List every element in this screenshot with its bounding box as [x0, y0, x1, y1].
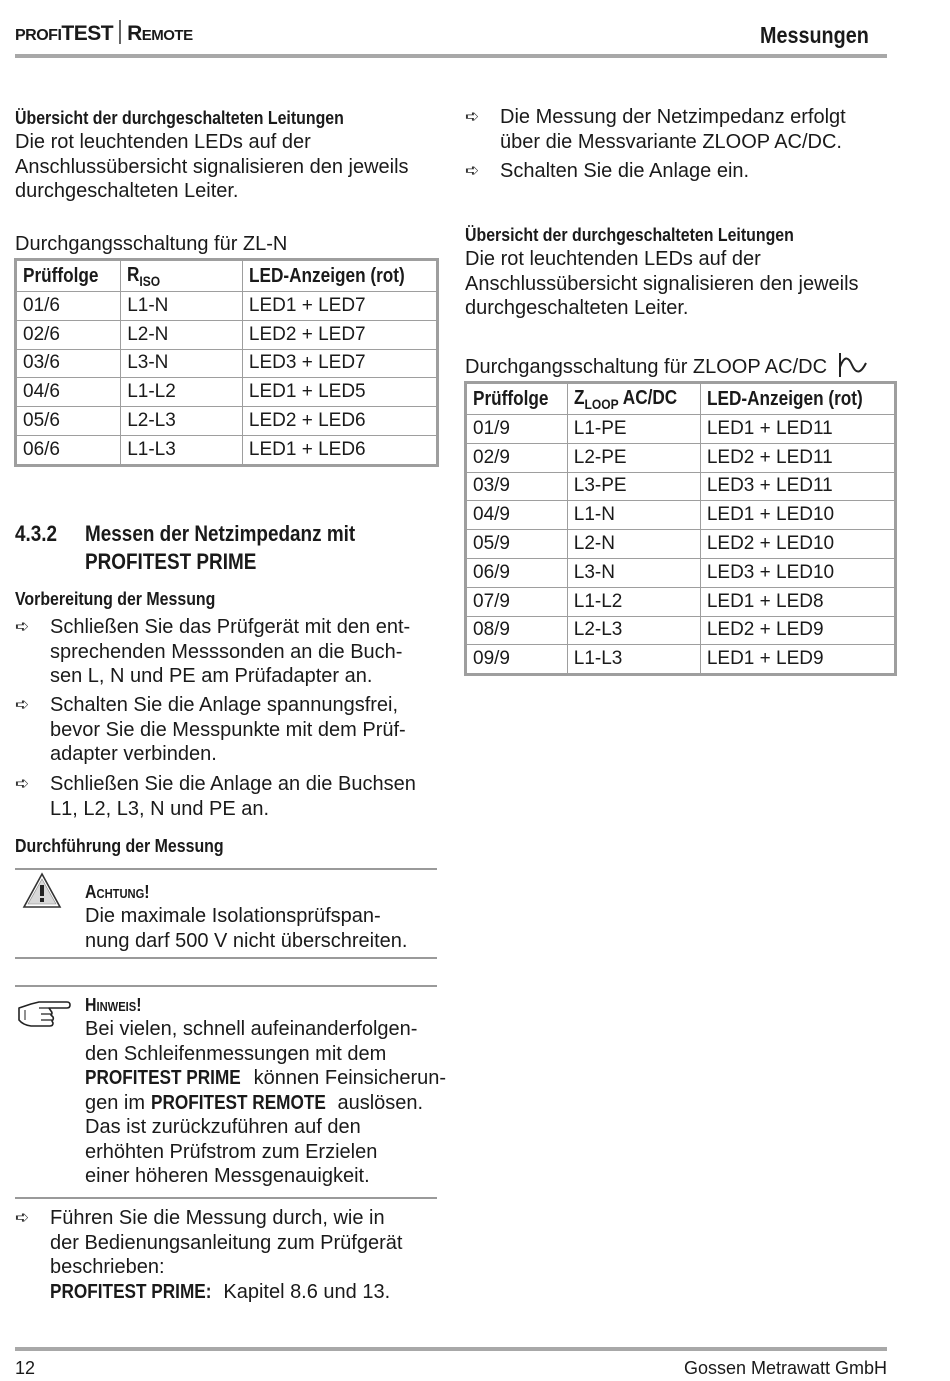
table-cell: 01/9	[466, 415, 568, 444]
table-cell: LED1 + LED5	[242, 378, 437, 407]
table-cell: 05/6	[16, 407, 121, 436]
table-row	[466, 587, 896, 616]
caution-text: nung darf 500 V nicht überschreiten.	[85, 929, 408, 952]
table-cell: LED2 + LED7	[242, 320, 437, 349]
final-bullet: ➪ Führen Sie die Messung durch, wie in der Bedienungsanleitung zum Prüfgerät beschrieben: PROFITEST PRIME: Kapitel 8.6 und 13.	[15, 1207, 403, 1303]
note-text: den Schleifenmessungen mit dem	[85, 1042, 387, 1065]
table-row	[16, 435, 438, 465]
hollow-right-arrow-icon: ➪	[15, 774, 30, 793]
table-cell: L2-N	[567, 530, 700, 559]
note-text: einer höheren Messgenauigkeit.	[85, 1165, 370, 1187]
table-cell: 08/9	[466, 616, 568, 645]
table-row	[466, 616, 896, 645]
table-cell: LED1 + LED10	[700, 501, 895, 530]
note-bottom-rule	[15, 1197, 437, 1199]
section-title: Messen der Netzimpedanz mit PROFITEST PRIME	[85, 521, 356, 574]
table-cell: L2-L3	[567, 616, 700, 645]
text-line: durchgeschalteten Leiter.	[15, 180, 239, 202]
table-cell: 04/9	[466, 501, 568, 530]
table-row	[466, 558, 896, 587]
table-cell: L1-L2	[567, 587, 700, 616]
table-cell: L1-PE	[567, 415, 700, 444]
note-text: Das ist zurückzuführen auf den	[85, 1116, 361, 1138]
note-block	[85, 993, 447, 1189]
table-cell: 02/6	[16, 320, 121, 349]
right-switching-table	[464, 381, 897, 676]
table-row	[466, 472, 896, 501]
section-number: 4.3.2	[15, 521, 58, 546]
table-header-cell: LED-Anzeigen (rot)	[700, 383, 895, 415]
header-rule	[15, 54, 887, 58]
table-cell: 04/6	[16, 378, 121, 407]
table-cell: 06/9	[466, 558, 568, 587]
hollow-right-arrow-icon: ➪	[15, 1208, 30, 1227]
right-bullet-2: ➪ Schalten Sie die Anlage ein.	[465, 160, 750, 182]
exec-heading: Durchführung der Messung	[15, 835, 224, 856]
caution-top-rule	[15, 868, 437, 870]
brand-r: R	[127, 22, 142, 45]
brand-separator	[119, 20, 121, 44]
page-section-title: Messungen	[760, 22, 870, 48]
warning-triangle-icon	[22, 872, 62, 912]
company-name: Gossen Metrawatt GmbH	[683, 1358, 887, 1378]
note-title: Hinweis!	[85, 994, 142, 1015]
left-table-caption: Durchgangsschaltung für ZL-N	[15, 233, 288, 255]
table-cell: L1-L3	[567, 645, 700, 675]
table-cell: 07/9	[466, 587, 568, 616]
table-cell: LED1 + LED6	[242, 435, 437, 465]
table-cell: 03/6	[16, 349, 121, 378]
table-row	[16, 292, 438, 321]
prep-bullet-3: ➪ Schließen Sie die Anlage an die Buchsen L1, L2, L3, N und PE an.	[15, 773, 416, 820]
prep-bullet-1: ➪ Schließen Sie das Prüfgerät mit den ent- sprechenden Messsonden an die Buch- sen L, N und PE am Prüfadapter an.	[15, 616, 411, 687]
table-row	[466, 443, 896, 472]
table-header-cell: LED-Anzeigen (rot)	[242, 260, 437, 292]
hollow-right-arrow-icon: ➪	[15, 695, 30, 714]
note-top-rule	[15, 985, 437, 987]
text-line: durchgeschalteten Leiter.	[465, 297, 689, 319]
table-cell: L3-PE	[567, 472, 700, 501]
footer-rule	[15, 1347, 887, 1351]
hollow-right-arrow-icon: ➪	[15, 617, 30, 636]
table-row	[16, 320, 438, 349]
table-cell: LED1 + LED11	[700, 415, 895, 444]
left-overview-heading: Übersicht der durchgeschalteten Leitungen	[15, 107, 344, 128]
table-cell: L1-L3	[121, 435, 243, 465]
table-row	[16, 349, 438, 378]
table-cell: LED3 + LED10	[700, 558, 895, 587]
hollow-right-arrow-icon: ➪	[465, 161, 480, 180]
caution-block	[85, 880, 407, 953]
table-cell: 03/9	[466, 472, 568, 501]
text-line: Anschlussübersicht signalisieren den jeweils	[465, 272, 859, 295]
left-switching-table	[14, 258, 439, 467]
hollow-right-arrow-icon: ➪	[465, 107, 480, 126]
right-table-caption: Durchgangsschaltung für ZLOOP AC/DC	[465, 351, 869, 380]
table-cell: LED2 + LED10	[700, 530, 895, 559]
table-header-row	[16, 260, 438, 292]
table-header-row	[466, 383, 896, 415]
zln-symbol: ZL-N	[242, 233, 288, 255]
table-header-cell: $Z_{LOOP}$ AC/DC	[567, 383, 700, 415]
prep-bullet-2: ➪ Schalten Sie die Anlage spannungsfrei, bevor Sie die Messpunkte mit dem Prüf- adapter verbinden.	[15, 694, 406, 765]
table-cell: LED1 + LED8	[700, 587, 895, 616]
table-cell: LED1 + LED7	[242, 292, 437, 321]
table-cell: 05/9	[466, 530, 568, 559]
table-row	[466, 501, 896, 530]
table-cell: LED3 + LED11	[700, 472, 895, 501]
table-row	[466, 530, 896, 559]
text-line: Die rot leuchtenden LEDs auf der	[15, 131, 311, 153]
table-cell: L3-N	[121, 349, 243, 378]
caution-bottom-rule	[15, 957, 437, 959]
note-text: erhöhten Prüfstrom zum Erzielen	[85, 1140, 378, 1163]
table-cell: 09/9	[466, 645, 568, 675]
table-cell: L2-N	[121, 320, 243, 349]
text-line: Anschlussübersicht signalisieren den jeweils	[15, 155, 409, 178]
table-cell: LED1 + LED9	[700, 645, 895, 675]
table-cell: L1-L2	[121, 378, 243, 407]
page-header	[15, 14, 887, 56]
note-text: gen im PROFITEST REMOTE auslösen.	[85, 1091, 424, 1114]
table-row	[16, 407, 438, 436]
table-cell: L3-N	[567, 558, 700, 587]
ac-dc-waveform-icon	[837, 351, 869, 379]
table-cell: L2-PE	[567, 443, 700, 472]
section-heading	[15, 520, 64, 548]
brand-emote: EMOTE	[141, 27, 193, 44]
prep-heading: Vorbereitung der Messung	[15, 588, 216, 609]
table-row	[466, 415, 896, 444]
table-cell: 01/6	[16, 292, 121, 321]
table-cell: L1-N	[121, 292, 243, 321]
table-cell: 02/9	[466, 443, 568, 472]
table-row	[466, 645, 896, 675]
right-overview-text	[465, 247, 859, 321]
table-header-cell: Prüffolge	[16, 260, 121, 292]
pointing-hand-icon	[17, 998, 71, 1028]
text-line: Die rot leuchtenden LEDs auf der	[465, 248, 761, 270]
page-number: 12	[15, 1358, 36, 1378]
right-bullet-1: ➪ Die Messung der Netzimpedanz erfolgt über die Messvariante ZLOOP AC/DC.	[465, 106, 846, 153]
note-text: Bei vielen, schnell aufeinanderfolgen-	[85, 1018, 418, 1040]
table-row	[16, 378, 438, 407]
right-overview-heading: Übersicht der durchgeschalteten Leitungen	[465, 224, 794, 245]
caution-text: Die maximale Isolationsprüfspan-	[85, 905, 381, 927]
brand-logo	[15, 20, 193, 46]
table-header-cell: Prüffolge	[466, 383, 568, 415]
table-cell: L1-N	[567, 501, 700, 530]
table-cell: LED2 + LED9	[700, 616, 895, 645]
brand-test: TEST	[61, 22, 114, 45]
table-cell: LED3 + LED7	[242, 349, 437, 378]
table-header-cell: $R_{ISO}$	[121, 260, 243, 292]
table-cell: LED2 + LED11	[700, 443, 895, 472]
left-overview-text	[15, 130, 409, 204]
note-text: PROFITEST PRIME können Feinsicherun-	[85, 1067, 447, 1089]
table-cell: 06/6	[16, 435, 121, 465]
brand-profi: PROFI	[15, 27, 62, 44]
table-cell: LED2 + LED6	[242, 407, 437, 436]
table-cell: L2-L3	[121, 407, 243, 436]
caution-title: Achtung!	[85, 881, 150, 902]
